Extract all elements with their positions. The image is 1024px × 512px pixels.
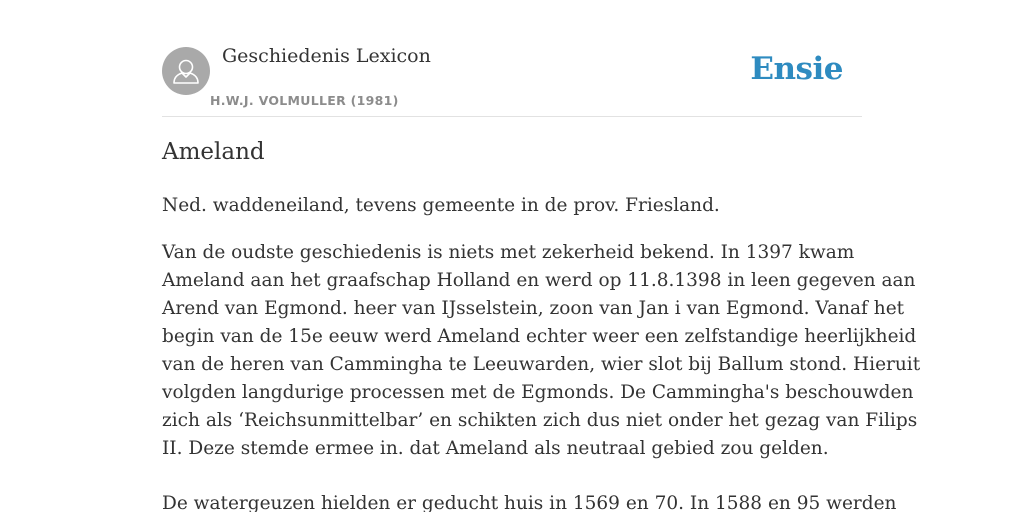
article-title: Ameland: [162, 139, 265, 165]
source-header: [162, 0, 862, 117]
paragraph-line: II. Deze stemde ermee in. dat Ameland als neutraal gebied zou gelden.: [162, 438, 829, 459]
article-paragraph: [162, 239, 921, 463]
paragraph-line: zich als ‘Reichsunmittelbar’ en schikten zich dus niet onder het gezag van Filips: [162, 410, 918, 431]
brand-logo[interactable]: Ensie: [750, 51, 843, 87]
article-page: [162, 0, 921, 512]
paragraph-line: van de heren van Cammingha te Leeuwarden, wier slot bij Ballum stond. Hieruit: [162, 354, 921, 375]
source-author[interactable]: H.W.J. VOLMULLER (1981): [210, 93, 399, 108]
user-outline-icon[interactable]: [162, 47, 210, 95]
paragraph-line: volgden langdurige processen met de Egmonds. De Cammingha's beschouwden: [162, 382, 914, 403]
paragraph-line: Van de oudste geschiedenis is niets met zekerheid bekend. In 1397 kwam: [162, 242, 855, 263]
paragraph-line: Arend van Egmond. heer van IJsselstein, zoon van Jan i van Egmond. Vanaf het: [162, 298, 905, 319]
source-title[interactable]: Geschiedenis Lexicon: [222, 45, 431, 67]
article-paragraph: De watergeuzen hielden er geducht huis in 1569 en 70. In 1588 en 95 werden: [162, 493, 897, 512]
paragraph-line: begin van de 15e eeuw werd Ameland echter weer een zelfstandige heerlijkheid: [162, 326, 917, 347]
paragraph-line: Ameland aan het graafschap Holland en werd op 11.8.1398 in leen gegeven aan: [162, 270, 916, 291]
article-intro: Ned. waddeneiland, tevens gemeente in de prov. Friesland.: [162, 195, 720, 216]
